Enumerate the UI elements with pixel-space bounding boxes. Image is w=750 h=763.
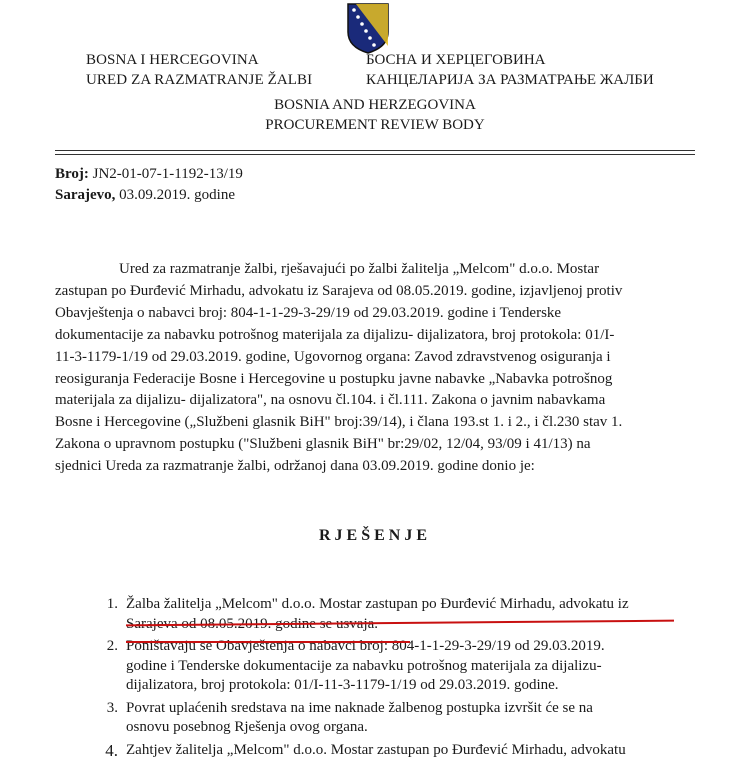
body-line: reosiguranja Federacije Bosne i Hercegovine u postupku javne nabavke „Nabavka potrošnog <box>55 370 613 387</box>
place-label: Sarajevo, <box>55 187 116 203</box>
body-paragraph <box>55 259 695 478</box>
header-left <box>86 50 312 90</box>
list-item-line: Povrat uplaćenih sredstava na ime naknade žalbenog postupka izvršit će se na <box>126 699 593 716</box>
list-item-line: godine i Tenderske dokumentacije za nabavku potrošnog materijala za dijalizu- <box>126 657 602 674</box>
body-line: Zakona o upravnom postupku ("Službeni glasnik BiH" br:29/02, 12/04, 93/09 i 41/13) na <box>55 436 591 453</box>
header-right-line2: КАНЦЕЛАРИЈА ЗА РАЗМАТРАЊЕ ЖАЛБИ <box>366 72 654 88</box>
body-line: dokumentacije za nabavku potrošnog materijala za dijalizu- dijalizatora, broj protokola: 01/I- <box>55 326 615 343</box>
header-divider <box>55 154 695 155</box>
list-item-line: Žalba žalitelja „Melcom" d.o.o. Mostar zastupan po Đurđević Mirhadu, advokatu iz <box>126 596 629 612</box>
date-value: 03.09.2019. godine <box>119 187 235 203</box>
red-underline-mark <box>126 641 410 643</box>
broj-label: Broj: <box>55 166 89 182</box>
header-right <box>366 50 654 90</box>
coat-of-arms-icon <box>346 2 390 54</box>
list-item-line: dijalizatora, broj protokola: 01/I-11-3-1179-1/19 od 29.03.2019. godine. <box>126 677 559 693</box>
header-center <box>0 95 750 135</box>
header-left-line1: BOSNA I HERCEGOVINA <box>86 52 259 68</box>
body-line: Ured za razmatranje žalbi, rješavajući po žalbi žalitelja „Melcom" d.o.o. Mostar <box>119 261 600 277</box>
body-line: materijala za dijalizu- dijalizatora", na osnovu čl.104. i čl.111. Zakona o javnim nabavkama <box>55 392 606 409</box>
list-item-number: 2. <box>106 638 118 654</box>
body-line: 11-3-1179-1/19 od 29.03.2019. godine, Ugovornog organa: Zavod zdravstvenog osiguranja i <box>55 348 611 365</box>
decision-title: RJEŠENJE <box>318 527 432 544</box>
list-item <box>90 699 690 738</box>
list-item <box>90 637 690 696</box>
body-line: zastupan po Đurđević Mirhadu, advokatu iz Sarajeva od 08.05.2019. godine, izjavljenoj protiv <box>55 282 623 299</box>
body-line: Obavještenja o nabavci broj: 804-1-1-29-3-29/19 od 29.03.2019. godine i Tenderske <box>55 304 562 321</box>
list-item-number: 3. <box>106 699 118 716</box>
list-item-number: 1. <box>106 596 118 612</box>
body-line: Bosne i Hercegovine („Službeni glasnik BiH" broj:39/14), i člana 193.st 1. i 2., i čl.230 stav 1. <box>55 414 623 431</box>
list-item-line: Zahtjev žalitelja „Melcom" d.o.o. Mostar zastupan po Đurđević Mirhadu, advokatu <box>126 741 626 758</box>
list-item-line: Sarajeva od 08.05.2019. godine se usvaja. <box>126 615 379 632</box>
header-right-line1: БОСНА И ХЕРЦЕГОВИНА <box>366 52 546 68</box>
header-divider <box>55 150 695 151</box>
list-item-number: 4. <box>105 740 118 760</box>
header-left-line2: URED ZA RAZMATRANJE ŽALBI <box>86 72 313 88</box>
list-item-line: osnovu posebnog Rješenja ovog organa. <box>126 719 368 735</box>
body-line: sjednici Ureda za razmatranje žalbi, održanoj dana 03.09.2019. godine donio je: <box>55 458 535 475</box>
header-center-line1: BOSNIA AND HERZEGOVINA <box>274 97 476 113</box>
broj-value: JN2-01-07-1-1192-13/19 <box>92 166 243 182</box>
header-center-line2: PROCUREMENT REVIEW BODY <box>265 117 485 133</box>
list-item-line: Poništavaju se Obavještenja o nabavci broj: 804-1-1-29-3-29/19 od 29.03.2019. <box>126 638 605 654</box>
reference-block <box>55 164 243 206</box>
list-item <box>90 741 690 761</box>
list-item <box>90 595 690 634</box>
